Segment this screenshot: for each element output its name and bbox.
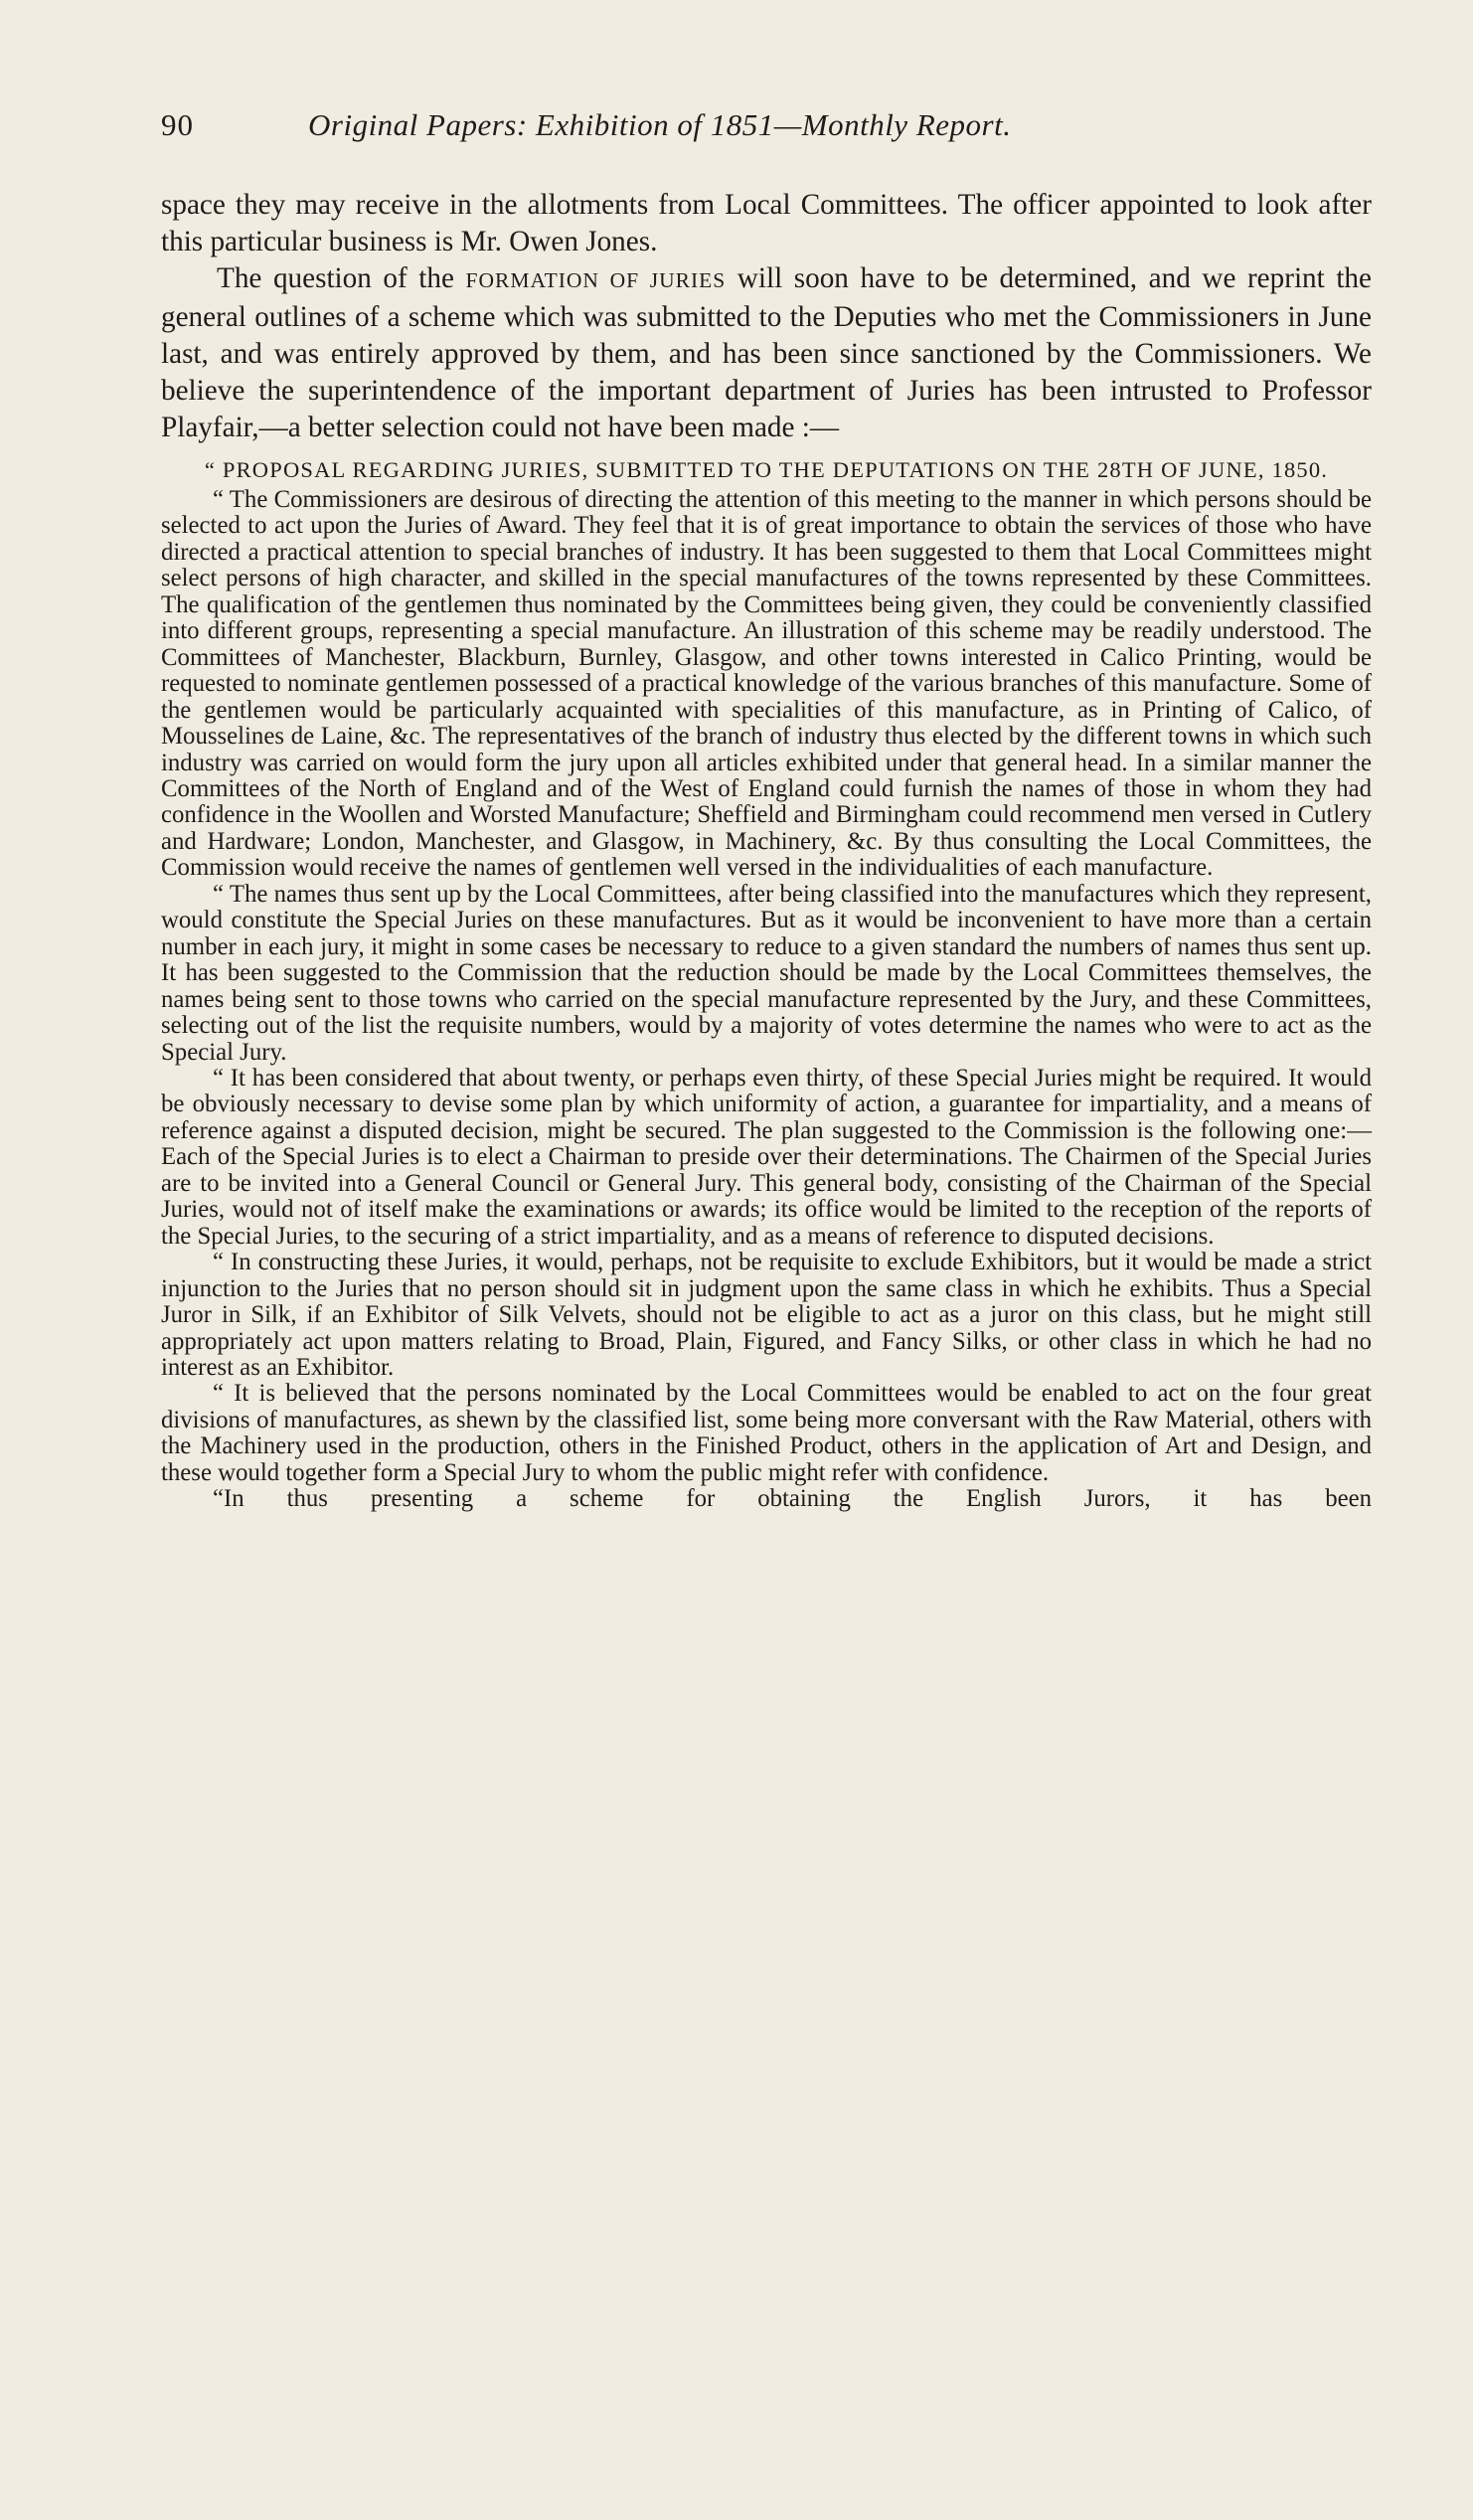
proposal-heading: “ PROPOSAL REGARDING JURIES, SUBMITTED TO THE DEPUTATIONS ON THE 28TH OF JUNE, 1850.: [204, 457, 1329, 482]
proposal-paragraph: “ In constructing these Juries, it would, perhaps, not be requisite to exclude Exhibitors, but it would be made a strict injunction to the Juries that no person should sit in judgment upon the same class in which he exhibits. Thus a Special Juror in Silk, if an Exhibitor of Silk Velvets, should not be eligible to act as a juror on this class, but he might still appropriately act upon matters relating to Broad, Plain, Figured, and Fancy Silks, or other class in which he had no interest as an Exhibitor.: [161, 1249, 1372, 1381]
juries-paragraph-start: The question of the: [217, 262, 466, 294]
proposal-paragraph: “ It has been considered that about twenty, or perhaps even thirty, of these Special Juries might be required. It would be obviously necessary to devise some plan by which uniformity of action, a guarantee for impartiality, and a means of reference against a disputed decision, might be secured. The plan suggested to the Commission is the following one:—Each of the Special Juries is to elect a Chairman to preside over their determinations. The Chairmen of the Special Juries are to be invited into a General Council or General Jury. This general body, consisting of the Chairman of the Special Juries, would not of itself make the examinations or awards; its office would be limited to the reception of the reports of the Special Juries, to the securing of a strict impartiality, and as a means of reference to disputed decisions.: [161, 1064, 1372, 1250]
proposal-paragraph: “ The names thus sent up by the Local Committees, after being classified into the manufactures which they represent, would constitute the Special Juries on these manufactures. But as it would be inconvenient to have more than a certain number in each jury, it might in some cases be necessary to reduce to a given standard the numbers of names thus sent up. It has been suggested to the Commission that the reduction should be made by the Local Committees themselves, the names being sent to those towns who carried on the special manufacture represented by the Jury, and these Committees, selecting out of the list the requisite numbers, would by a majority of votes determine the names who were to act as the Special Jury.: [161, 880, 1372, 1066]
journal-page: [161, 107, 1372, 1513]
proposal-body: [161, 487, 1372, 1513]
juries-paragraph-end: will soon have to be determined, and we reprint the general outlines of a scheme which was submitted to the Deputies who met the Commissioners in June last, and was entirely approved by them, and has been since sanctioned by the Commissioners. We believe the superintendence of the important department of Juries has been intrusted to Professor Playfair,—a better selection could not have been made :—: [161, 262, 1372, 443]
proposal-paragraph-truncated: “In thus presenting a scheme for obtaining the English Jurors, it has been: [213, 1485, 1372, 1513]
proposal-paragraph: “ The Commissioners are desirous of directing the attention of this meeting to the manner in which persons should be selected to act upon the Juries of Award. They feel that it is of great importance to obtain the services of those who have directed a practical attention to special branches of industry. It has been suggested to them that Local Committees might select persons of high character, and skilled in the special manufactures of the towns represented by these Committees. The qualification of the gentlemen thus nominated by the Committees being given, they could be conveniently classified into different groups, representing a special manufacture. An illustration of this scheme may be readily understood. The Committees of Manchester, Blackburn, Burnley, Glasgow, and other towns interested in Calico Printing, would be requested to nominate gentlemen possessed of a practical knowledge of the various branches of this manufacture. Some of the gentlemen would be particularly acquainted with specialities of this manufacture, as in Printing of Calico, of Mousselines de Laine, &c. The representatives of the branch of industry thus elected by the different towns in which such industry was carried on would form the jury upon all articles exhibited under that general head. In a similar manner the Committees of the North of England and of the West of England could furnish the names of those in whom they had confidence in the Woollen and Worsted Manufacture; Sheffield and Birmingham could recommend men versed in Cutlery and Hardware; London, Manchester, and Glasgow, in Machinery, &c. By thus consulting the Local Committees, the Commission would receive the names of gentlemen well versed in the individualities of each manufacture.: [161, 486, 1372, 882]
intro-section: [161, 187, 1372, 446]
page-number: 90: [161, 107, 194, 142]
running-head: [161, 107, 1372, 153]
formation-of-juries-smallcaps: FORMATION OF JURIES: [465, 268, 727, 292]
continued-paragraph: space they may receive in the allotments from Local Committees. The officer appointed to look after this particular business is Mr. Owen Jones.: [161, 189, 1372, 257]
running-title: Original Papers: Exhibition of 1851—Monthly Report.: [308, 107, 1012, 142]
proposal-paragraph: “ It is believed that the persons nominated by the Local Committees would be enabled to act on the four great divisions of manufactures, as shewn by the classified list, some being more conversant with the Raw Material, others with the Machinery used in the production, others in the Finished Product, others in the application of Art and Design, and these would together form a Special Jury to whom the public might refer with confidence.: [161, 1380, 1372, 1486]
juries-paragraph: [161, 260, 1372, 446]
